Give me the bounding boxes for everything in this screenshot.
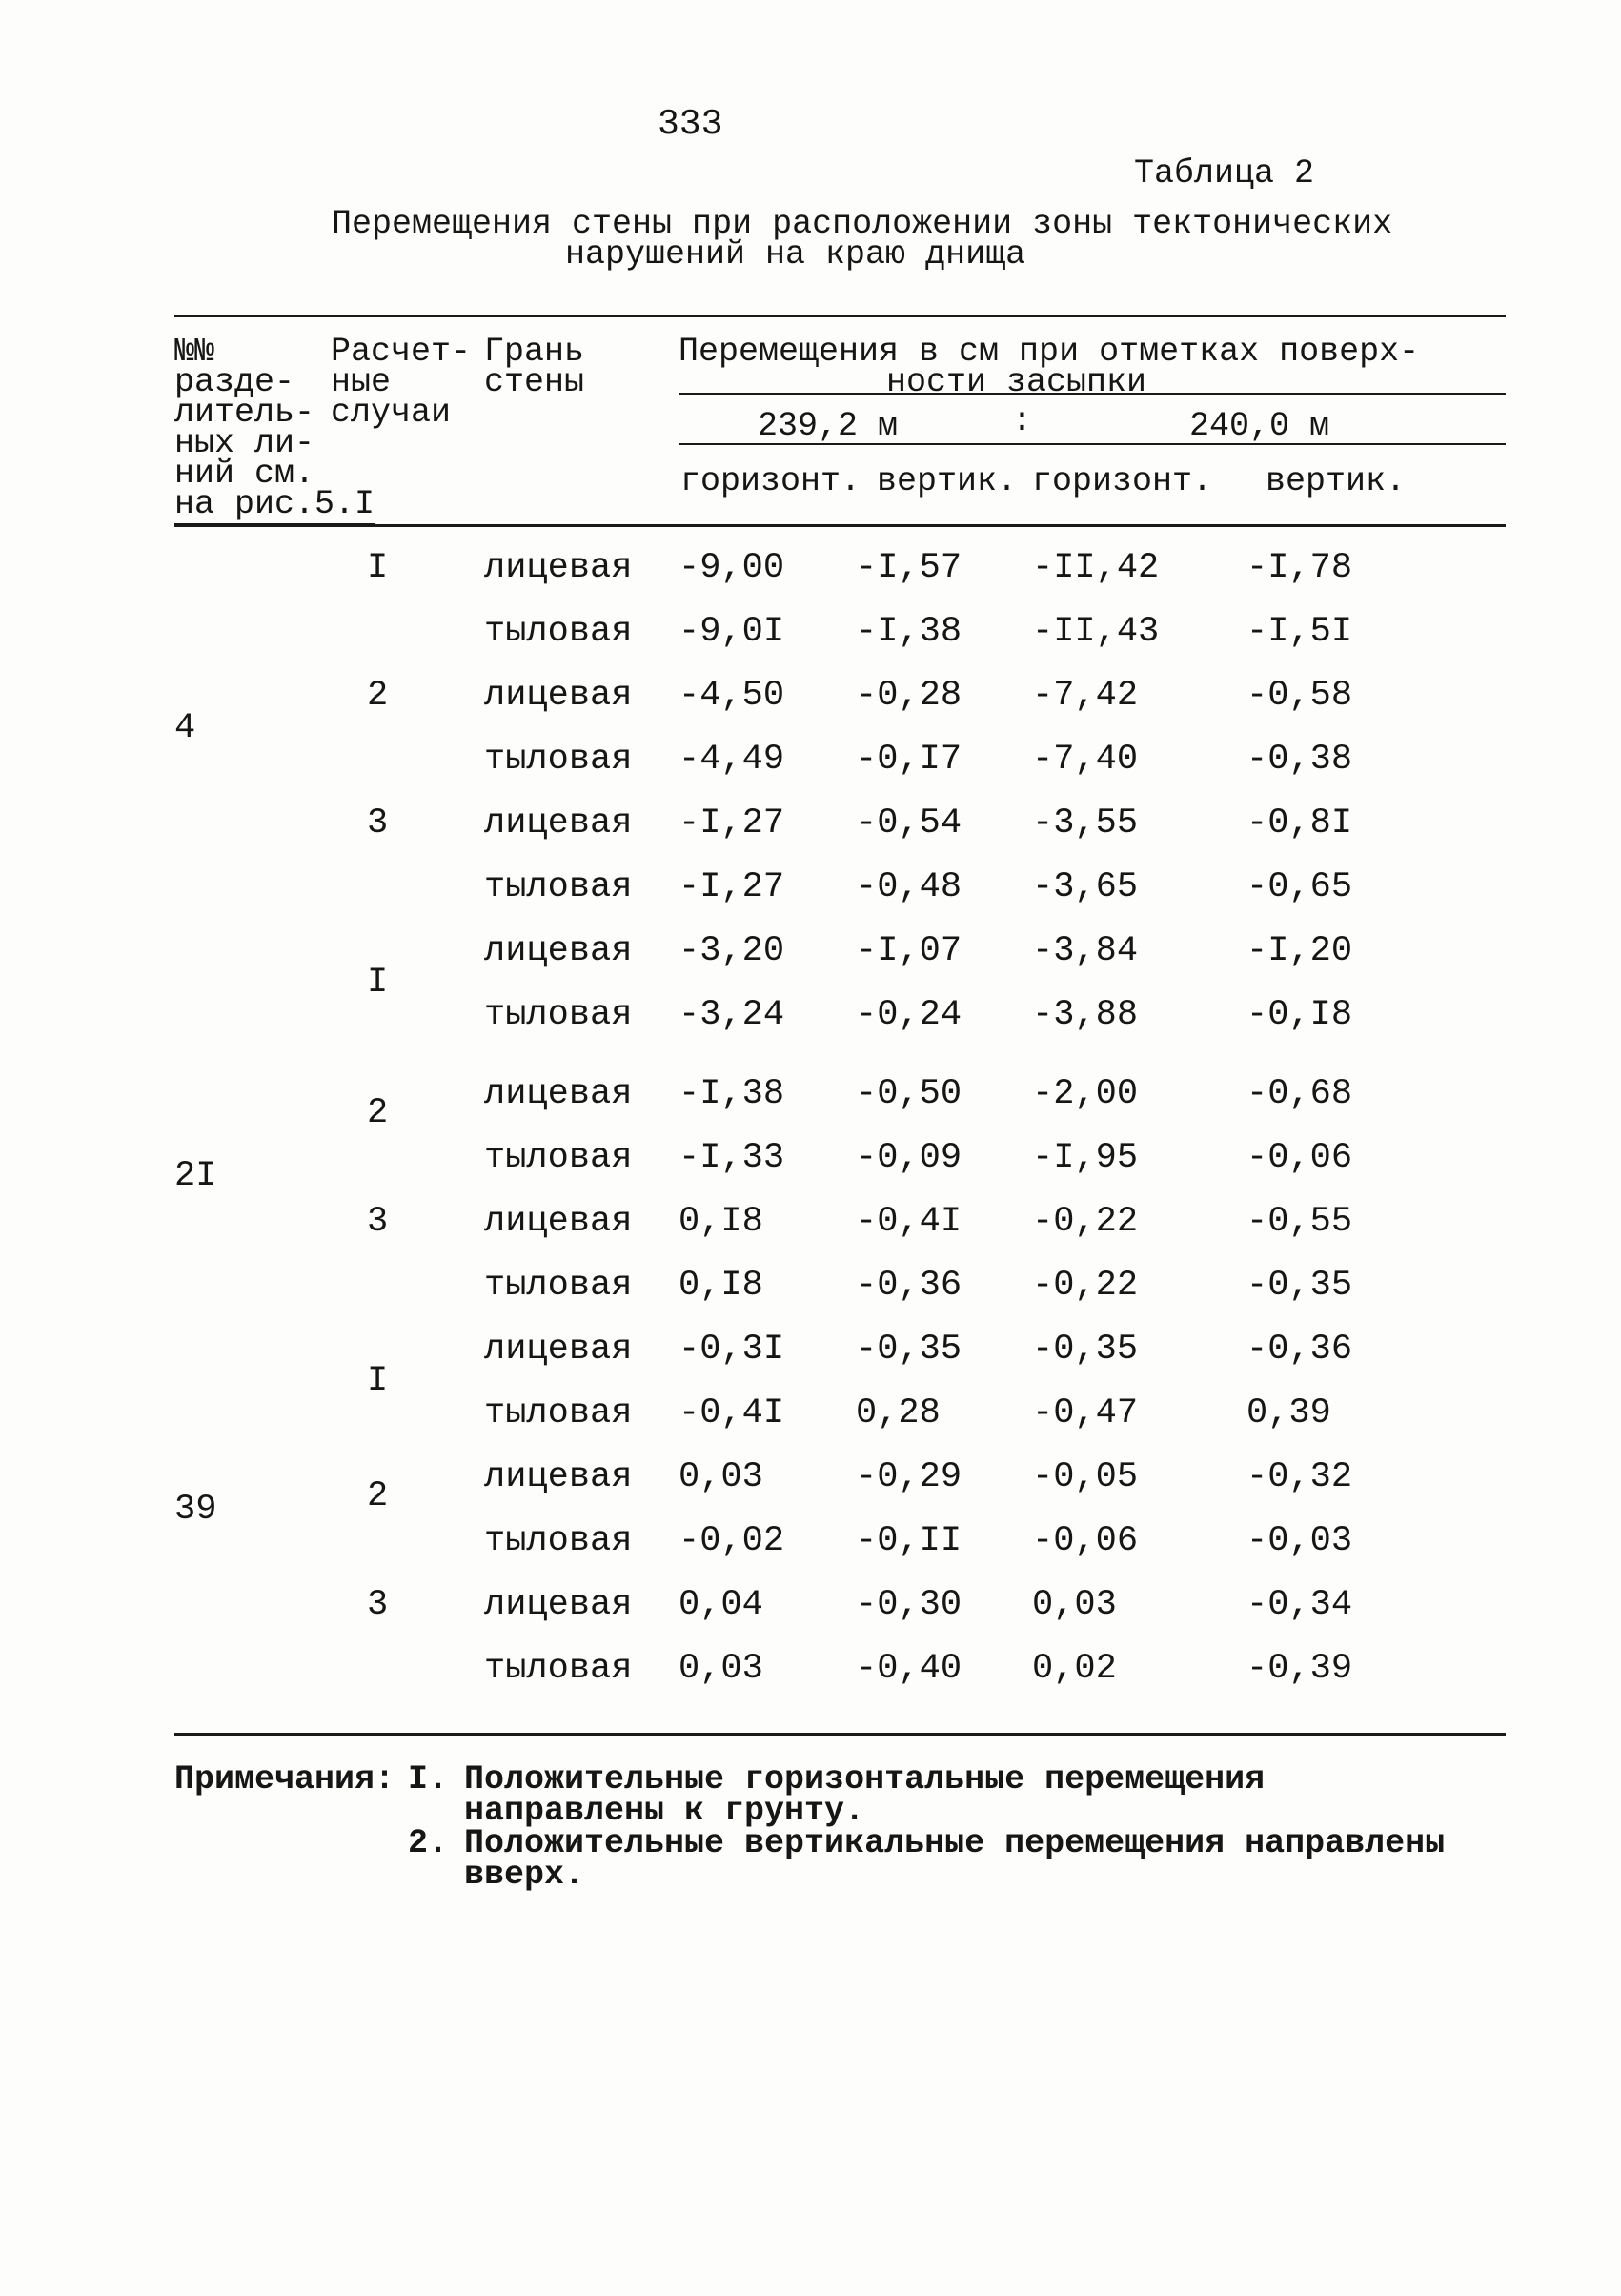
value-cell: -I,95 (1032, 1138, 1139, 1178)
header-col-cases-line-1: Расчет- (331, 333, 472, 371)
value-cell: 0,04 (679, 1585, 763, 1625)
case-number: I (367, 1361, 389, 1401)
header-col-lines-line-3: литель- (174, 394, 315, 432)
value-cell: -0,06 (1032, 1521, 1139, 1561)
table-top-rule (174, 315, 1506, 317)
value-cell: -0,48 (856, 867, 962, 907)
value-cell: -0,38 (1246, 740, 1353, 780)
value-cell: -0,36 (1246, 1330, 1353, 1370)
header-col-lines-line-4: ных ли- (174, 424, 315, 462)
value-cell: -0,39 (1246, 1649, 1353, 1689)
value-cell: 0,03 (1032, 1585, 1117, 1625)
value-cell: 0,I8 (679, 1202, 763, 1242)
value-cell: 0,I8 (679, 1266, 763, 1306)
face-label: тыловая (484, 1266, 633, 1306)
value-cell: -0,29 (856, 1457, 962, 1497)
value-cell: -II,43 (1032, 612, 1160, 652)
value-cell: -3,24 (679, 995, 785, 1035)
value-cell: -I,27 (679, 867, 785, 907)
value-cell: -0,68 (1246, 1074, 1353, 1114)
value-cell: 0,39 (1246, 1393, 1331, 1433)
value-cell: -0,3I (679, 1330, 785, 1370)
header-col-lines-line-5: ний см. (174, 455, 315, 493)
value-cell: -I,38 (679, 1074, 785, 1114)
group-label: 4 (174, 708, 196, 748)
value-cell: -0,05 (1032, 1457, 1139, 1497)
value-cell: -0,4I (856, 1202, 962, 1242)
value-cell: -4,50 (679, 676, 785, 716)
value-cell: -0,55 (1246, 1202, 1353, 1242)
header-sub-vertical-1: вертик. (877, 462, 1018, 500)
face-label: тыловая (484, 1138, 633, 1178)
value-cell: -3,84 (1032, 931, 1139, 971)
value-cell: -0,32 (1246, 1457, 1353, 1497)
group-label: 2I (174, 1156, 217, 1196)
header-col-face-line-1: Грань (484, 333, 585, 371)
case-number: 2 (367, 1093, 389, 1133)
face-label: тыловая (484, 867, 633, 907)
value-cell: -0,24 (856, 995, 962, 1035)
header-col-lines-line-2: разде- (174, 363, 295, 401)
value-cell: -0,I8 (1246, 995, 1353, 1035)
case-number: I (367, 963, 389, 1003)
value-cell: -0,58 (1246, 676, 1353, 716)
header-span-line-2: ности засыпки (886, 363, 1147, 401)
value-cell: 0,02 (1032, 1649, 1117, 1689)
value-cell: -I,27 (679, 803, 785, 843)
face-label: тыловая (484, 1649, 633, 1689)
value-cell: -0,50 (856, 1074, 962, 1114)
group-label: 39 (174, 1490, 217, 1530)
value-cell: -0,54 (856, 803, 962, 843)
case-number: I (367, 548, 389, 588)
case-number: 3 (367, 803, 389, 843)
value-cell: 0,03 (679, 1457, 763, 1497)
header-mark-1: 239,2 м (758, 407, 899, 445)
value-cell: -0,06 (1246, 1138, 1353, 1178)
value-cell: -0,02 (679, 1521, 785, 1561)
header-col-lines-line-1: №№ (174, 333, 215, 371)
header-col-cases-line-3: случаи (331, 394, 452, 432)
header-col-cases-line-2: ные (331, 363, 392, 401)
value-cell: -7,40 (1032, 740, 1139, 780)
value-cell: -0,35 (1246, 1266, 1353, 1306)
value-cell: -0,22 (1032, 1266, 1139, 1306)
value-cell: -2,00 (1032, 1074, 1139, 1114)
note-1-number: I. (408, 1760, 449, 1798)
face-label: лицевая (484, 803, 633, 843)
value-cell: -I,20 (1246, 931, 1353, 971)
note-1-line-2: направлены к грунту. (464, 1792, 865, 1830)
header-span-line-1: Перемещения в см при отметках поверх- (679, 333, 1420, 371)
face-label: лицевая (484, 1330, 633, 1370)
header-mark-2: 240,0 м (1189, 407, 1330, 445)
header-sub-vertical-2: вертик. (1266, 462, 1407, 500)
value-cell: -0,35 (1032, 1330, 1139, 1370)
value-cell: -9,00 (679, 548, 785, 588)
header-mark-separator: : (1012, 402, 1033, 440)
face-label: лицевая (484, 548, 633, 588)
value-cell: 0,03 (679, 1649, 763, 1689)
header-sub-horizontal-1: горизонт. (680, 462, 861, 500)
value-cell: -4,49 (679, 740, 785, 780)
value-cell: -I,33 (679, 1138, 785, 1178)
note-2-line-1: Положительные вертикальные перемещения направлены (464, 1824, 1446, 1862)
page-number: 333 (658, 104, 723, 145)
value-cell: -0,03 (1246, 1521, 1353, 1561)
value-cell: -0,34 (1246, 1585, 1353, 1625)
table-title-line-1: Перемещения стены при расположении зоны тектонических (332, 205, 1393, 243)
case-number: 3 (367, 1585, 389, 1625)
face-label: лицевая (484, 1074, 633, 1114)
header-col-lines-line-6: на рис.5.I (174, 485, 375, 523)
case-number: 2 (367, 676, 389, 716)
value-cell: -7,42 (1032, 676, 1139, 716)
face-label: тыловая (484, 1521, 633, 1561)
face-label: лицевая (484, 1457, 633, 1497)
value-cell: -0,22 (1032, 1202, 1139, 1242)
value-cell: -I,57 (856, 548, 962, 588)
note-2-line-2: вверх. (464, 1856, 585, 1894)
table-label: Таблица 2 (1134, 154, 1315, 193)
header-col-face-line-2: стены (484, 363, 585, 401)
value-cell: -0,28 (856, 676, 962, 716)
value-cell: -0,40 (856, 1649, 962, 1689)
value-cell: -0,30 (856, 1585, 962, 1625)
value-cell: -0,47 (1032, 1393, 1139, 1433)
face-label: тыловая (484, 740, 633, 780)
table-title-line-2: нарушений на краю днища (565, 235, 1026, 274)
value-cell: -I,78 (1246, 548, 1353, 588)
face-label: лицевая (484, 1202, 633, 1242)
value-cell: -0,I7 (856, 740, 962, 780)
header-sub-horizontal-2: горизонт. (1032, 462, 1213, 500)
case-number: 2 (367, 1476, 389, 1516)
value-cell: -0,4I (679, 1393, 785, 1433)
value-cell: 0,28 (856, 1393, 941, 1433)
value-cell: -I,38 (856, 612, 962, 652)
value-cell: -3,55 (1032, 803, 1139, 843)
note-1-line-1: Положительные горизонтальные перемещения (464, 1760, 1266, 1798)
value-cell: -0,36 (856, 1266, 962, 1306)
value-cell: -0,8I (1246, 803, 1353, 843)
value-cell: -9,0I (679, 612, 785, 652)
face-label: лицевая (484, 1585, 633, 1625)
face-label: тыловая (484, 995, 633, 1035)
face-label: тыловая (484, 612, 633, 652)
table-bottom-rule (174, 1733, 1506, 1736)
face-label: лицевая (484, 676, 633, 716)
note-2-number: 2. (408, 1824, 449, 1862)
value-cell: -I,5I (1246, 612, 1353, 652)
face-label: тыловая (484, 1393, 633, 1433)
value-cell: -I,07 (856, 931, 962, 971)
notes-label: Примечания: (174, 1760, 395, 1798)
value-cell: -0,II (856, 1521, 962, 1561)
value-cell: -0,35 (856, 1330, 962, 1370)
value-cell: -II,42 (1032, 548, 1160, 588)
case-number: 3 (367, 1202, 389, 1242)
value-cell: -3,88 (1032, 995, 1139, 1035)
value-cell: -3,20 (679, 931, 785, 971)
value-cell: -0,65 (1246, 867, 1353, 907)
value-cell: -3,65 (1032, 867, 1139, 907)
face-label: лицевая (484, 931, 633, 971)
value-cell: -0,09 (856, 1138, 962, 1178)
